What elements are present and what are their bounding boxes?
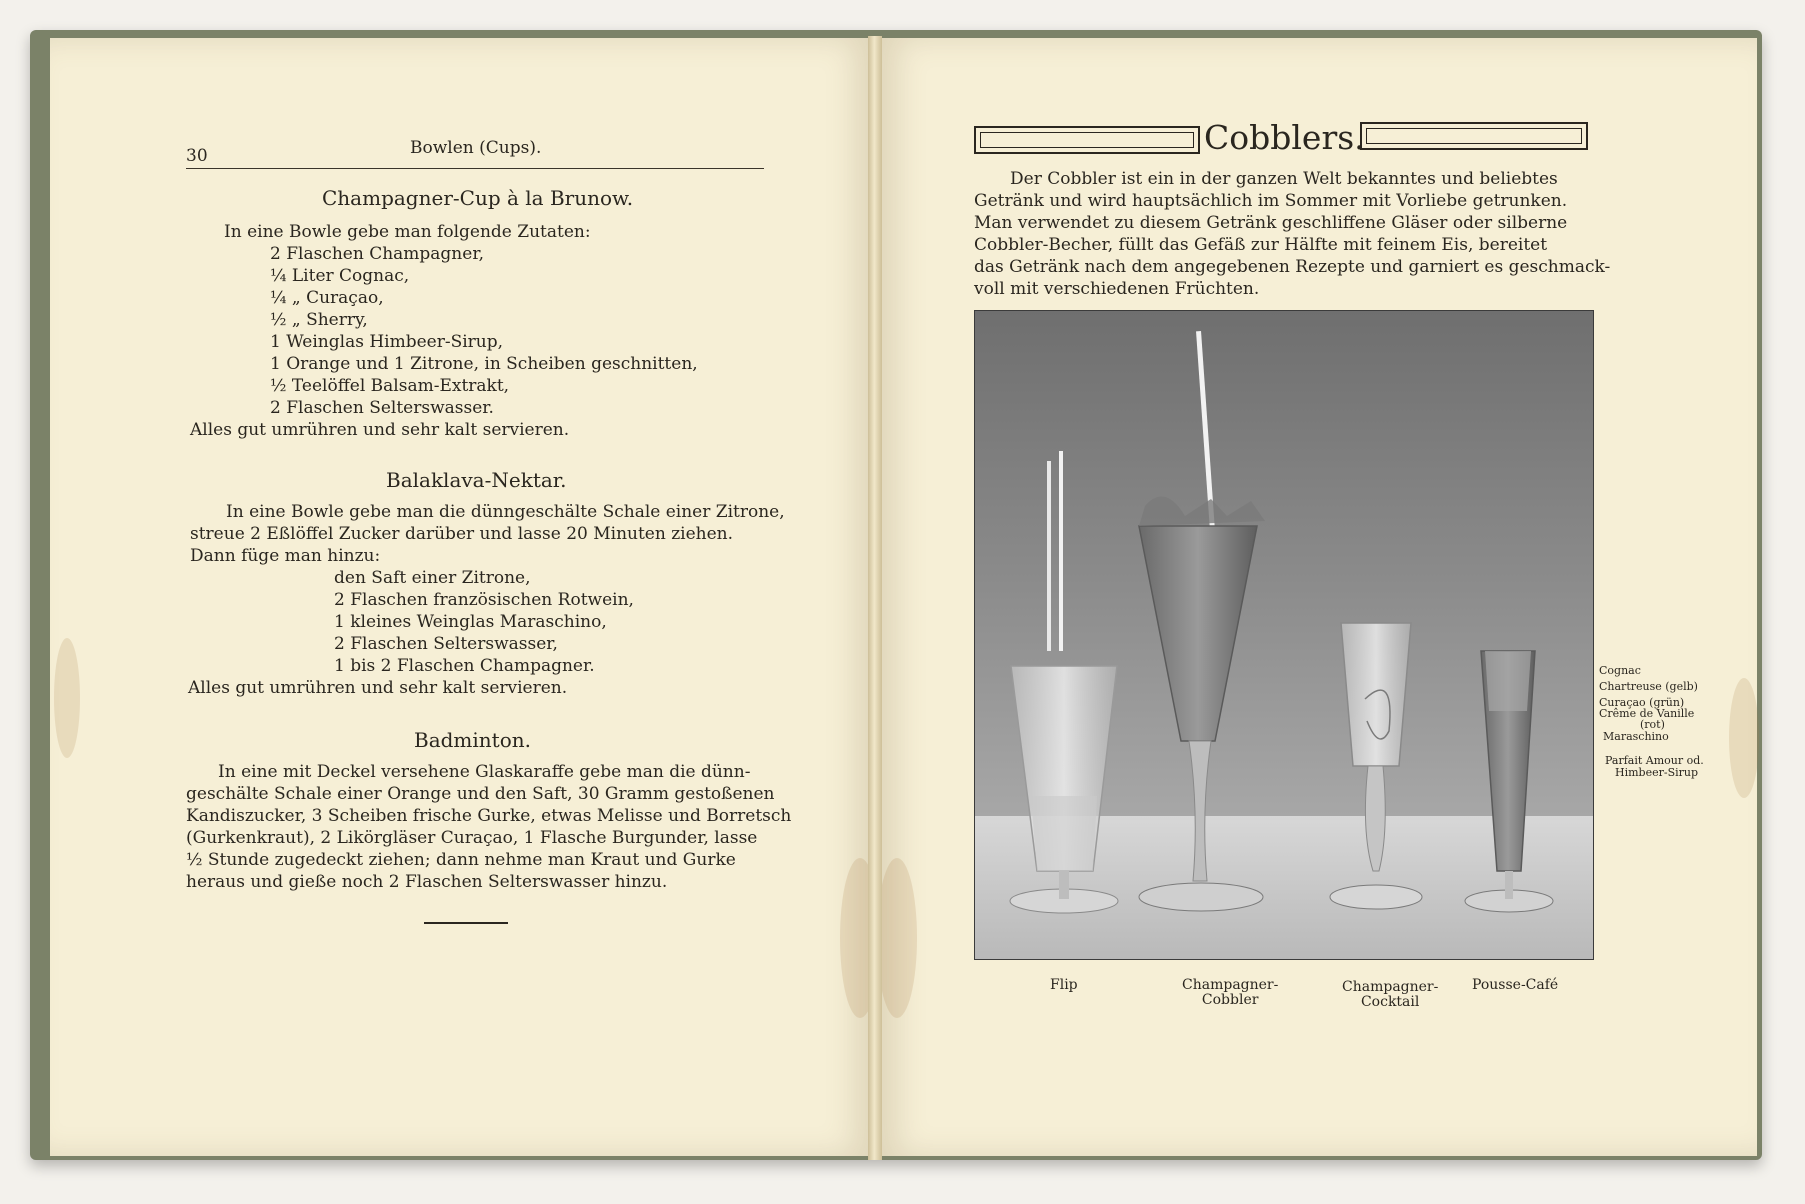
intro-paragraph-line: Getränk und wird hauptsächlich im Sommer mit Vorliebe getrunken. [974, 191, 1568, 211]
caption-line: Champagner- [1182, 977, 1279, 993]
ingredient-line: ¼ „ Curaçao, [270, 288, 384, 308]
ingredient-line: den Saft einer Zitrone, [334, 568, 531, 588]
intro-paragraph-line: Cobbler-Becher, füllt das Gefäß zur Hälfte mit feinem Eis, bereitet [974, 235, 1548, 255]
recipe-intro: streue 2 Eßlöffel Zucker darüber und lasse 20 Minuten ziehen. [190, 524, 734, 544]
layer-label: Curaçao (grün) [1599, 696, 1685, 709]
flip-glass [1010, 451, 1118, 913]
intro-paragraph-line: das Getränk nach dem angegebenen Rezepte und garniert es geschmack- [974, 257, 1611, 277]
ingredient-line: 1 kleines Weinglas Maraschino, [334, 612, 607, 632]
pousse-cafe-glass [1465, 651, 1553, 912]
caption-line: Cobbler [1201, 992, 1259, 1008]
glasses-photograph [974, 310, 1594, 960]
caption-line: Cocktail [1360, 994, 1420, 1010]
intro-paragraph-line: Der Cobbler ist ein in der ganzen Welt bekanntes und beliebtes [1010, 169, 1558, 189]
recipe-text-line: In eine mit Deckel versehene Glaskaraffe gebe man die dünn- [218, 762, 751, 782]
layer-label: Parfait Amour od. [1605, 754, 1704, 767]
ingredient-line: 1 Weinglas Himbeer-Sirup, [270, 332, 504, 352]
caption-pousse-cafe: Pousse-Café [1472, 977, 1559, 993]
running-head: Bowlen (Cups). [410, 138, 542, 158]
ingredient-line: 2 Flaschen Selterswasser. [270, 398, 494, 418]
recipe-text-line: Kandiszucker, 3 Scheiben frische Gurke, etwas Melisse und Borretsch [186, 806, 792, 826]
water-stain [54, 638, 80, 758]
page-title: Cobblers. [1204, 118, 1365, 157]
recipe-text-line: (Gurkenkraut), 2 Likörgläser Curaçao, 1 Flasche Burgunder, lasse [186, 828, 758, 848]
recipe-intro: Dann füge man hinzu: [190, 546, 381, 566]
champagner-cocktail-glass [1330, 623, 1422, 909]
caption-line: Champagner- [1342, 979, 1439, 995]
recipe-title: Balaklava-Nektar. [386, 468, 567, 492]
layer-label: Himbeer-Sirup [1615, 766, 1699, 779]
glasses-illustration [975, 311, 1593, 959]
recipe-intro: In eine Bowle gebe man folgende Zutaten: [224, 222, 591, 242]
ingredient-line: 2 Flaschen französischen Rotwein, [334, 590, 634, 610]
layer-label: Chartreuse (gelb) [1599, 680, 1698, 693]
recipe-title: Badminton. [414, 728, 531, 752]
ingredient-line: 1 Orange und 1 Zitrone, in Scheiben geschnitten, [270, 354, 698, 374]
title-ornament-left [974, 126, 1200, 154]
ingredient-line: 1 bis 2 Flaschen Champagner. [334, 656, 595, 676]
header-rule [186, 168, 764, 169]
page-number: 30 [186, 146, 208, 166]
ingredient-line: 2 Flaschen Selterswasser, [334, 634, 558, 654]
recipe-text-line: geschälte Schale einer Orange und den Saft, 30 Gramm gestoßenen [186, 784, 775, 804]
caption-champagner-cobbler [1182, 978, 1278, 1008]
intro-paragraph-line: voll mit verschiedenen Früchten. [974, 279, 1260, 299]
layer-label: Cognac [1599, 664, 1641, 677]
layer-label: Maraschino [1603, 730, 1669, 743]
layer-label: Crême de Vanille [1599, 707, 1695, 720]
recipe-text-line: ½ Stunde zugedeckt ziehen; dann nehme man Kraut und Gurke [186, 850, 736, 870]
ingredient-line: ¼ Liter Cognac, [270, 266, 410, 286]
intro-paragraph-line: Man verwendet zu diesem Getränk geschliffene Gläser oder silberne [974, 213, 1568, 233]
water-stain [1729, 678, 1759, 798]
end-rule [424, 922, 508, 924]
title-ornament-right [1360, 122, 1588, 150]
recipe-closing: Alles gut umrühren und sehr kalt servieren. [188, 678, 568, 698]
ingredient-line: ½ Teelöffel Balsam-Extrakt, [270, 376, 510, 396]
book-gutter [868, 36, 882, 1160]
ingredient-line: 2 Flaschen Champagner, [270, 244, 484, 264]
recipe-intro: In eine Bowle gebe man die dünngeschälte Schale einer Zitrone, [226, 502, 785, 522]
caption-flip: Flip [1050, 977, 1078, 993]
recipe-title: Champagner-Cup à la Brunow. [322, 186, 634, 210]
water-stain [877, 858, 917, 1018]
recipe-text-line: heraus und gieße noch 2 Flaschen Selterswasser hinzu. [186, 872, 668, 892]
caption-champagner-cocktail [1342, 980, 1438, 1010]
champagner-cobbler-glass [1139, 331, 1265, 911]
ingredient-line: ½ „ Sherry, [270, 310, 368, 330]
recipe-closing: Alles gut umrühren und sehr kalt servieren. [190, 420, 570, 440]
layer-label: (rot) [1640, 718, 1665, 731]
